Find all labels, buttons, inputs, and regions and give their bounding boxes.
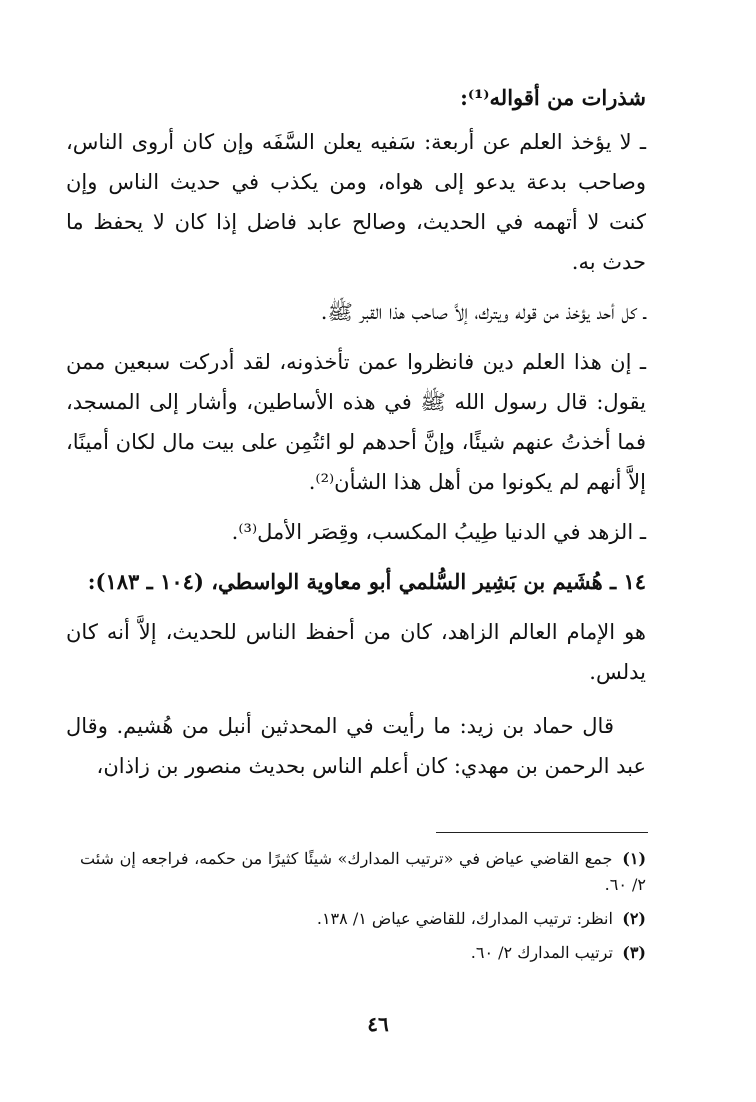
section-heading: شذرات من أقواله⁽¹⁾: (460, 85, 646, 110)
biography-paragraph: هو الإمام العالم الزاهد، كان من أحفظ الناس للحديث، إلاَّ أنه كان يدلس. (66, 620, 646, 684)
footnote-text: ترتيب المدارك ٢/ ٦٠. (470, 943, 613, 962)
footnote-item (80, 940, 646, 966)
footnote-text: انظر: ترتيب المدارك، للقاضي عياض ١/ ١٣٨. (316, 909, 613, 928)
main-text (66, 78, 646, 800)
saying-item: ـ الزهد في الدنيا طِيبُ المكسب، وقِصَر الأمل⁽³⁾. (231, 520, 646, 544)
footnote-item (80, 846, 646, 898)
footnote-number: (٣) (622, 943, 646, 962)
footnote-number: (٢) (622, 909, 646, 928)
footnote-item (80, 906, 646, 932)
biography-paragraph: قال حماد بن زيد: ما رأيت في المحدثين أنبل من هُشيم. وقال عبد الرحمن بن مهدي: كان أعلم الناس بحديث منصور بن زاذان، (66, 714, 646, 778)
saying-item: ـ لا يؤخذ العلم عن أربعة: سَفيه يعلن السَّفَه وإن كان أروى الناس، وصاحب بدعة يدعو إلى هواه، ومن يكذب في حديث الناس وإن كنت لا أتهمه في الحديث، وصالح عابد فاضل إذا كان لا يحفظ ما حدث به. (66, 130, 646, 274)
footnote-separator (436, 832, 648, 833)
footnote-number: (١) (622, 849, 647, 868)
footnotes (80, 846, 646, 974)
saying-item: ـ كل أحد يؤخذ من قوله ويترك، إلاَّ صاحب هذا القبر ﷺ. (320, 300, 646, 324)
saying-item: ـ إن هذا العلم دين فانظروا عمن تأخذونه، لقد أدركت سبعين ممن يقول: قال رسول الله ﷺ في هذه الأساطين، وأشار إلى المسجد، فما أخذتُ عنهم شيئًا، وإنَّ أحدهم لو ائتُمِن على بيت مال لكان أمينًا، إلاَّ أنهم لم يكونوا من أهل هذا الشأن⁽²⁾. (66, 350, 646, 494)
page-number: ٤٦ (367, 1012, 389, 1036)
footnote-text: جمع القاضي عياض في «ترتيب المدارك» شيئًا كثيرًا من حكمه، فراجعه إن شئت ٢/ ٦٠. (80, 849, 646, 894)
biography-heading: ١٤ ـ هُشَيم بن بَشِير السُّلمي أبو معاوية الواسطي، (١٠٤ ـ ١٨٣): (87, 569, 646, 594)
